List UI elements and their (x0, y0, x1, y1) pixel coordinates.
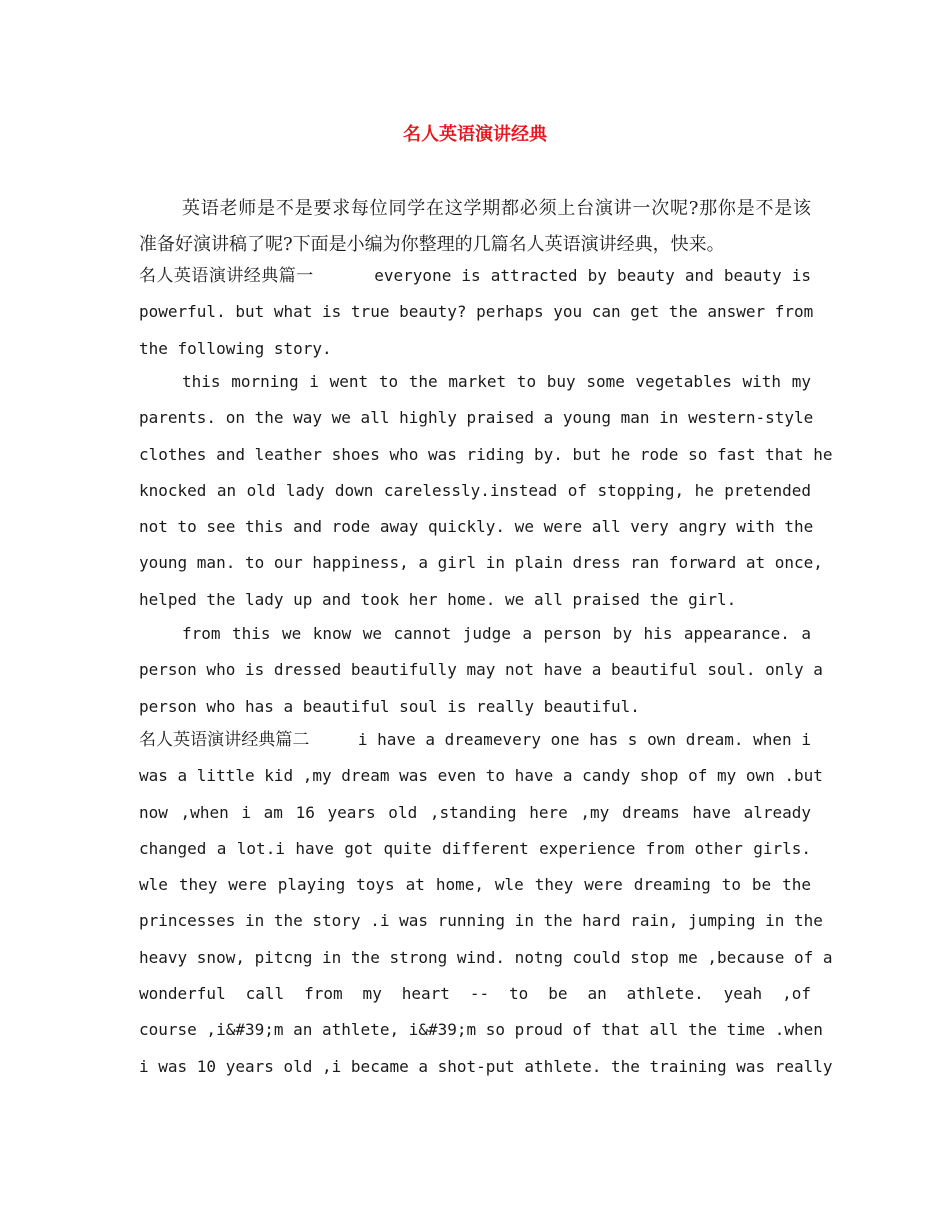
paragraph-line: from this we know we cannot judge a person by his appearance. a (182, 624, 811, 643)
paragraph-line: the following story. (139, 338, 332, 358)
paragraph-line: wle they were playing toys at home, wle they were dreaming to be the (139, 875, 811, 895)
intro-line: 英语老师是不是要求每位同学在这学期都必须上台演讲一次呢?那你是不是该 (182, 198, 811, 219)
paragraph-line: parents. on the way we all highly praised a young man in western-style (139, 408, 814, 428)
paragraph-line: heavy snow, pitcng in the strong wind. notng could stop me ,because of a (139, 947, 833, 967)
section-one (139, 258, 814, 367)
paragraph-line: wonderful call from my heart -- to be an athlete. yeah ,of (139, 984, 811, 1004)
paragraph-line: princesses in the story .i was running in the hard rain, jumping in the (139, 911, 823, 931)
intro-paragraph (139, 191, 811, 263)
paragraph-line: young man. to our happiness, a girl in plain dress ran forward at once, (139, 553, 823, 573)
paragraph-line: clothes and leather shoes who was riding by. but he rode so fast that he (139, 444, 833, 464)
paragraph-line: helped the lady up and took her home. we all praised the girl. (139, 589, 737, 609)
paragraph-line: course ,i&#39;m an athlete, i&#39;m so proud of that all the time .when (139, 1020, 823, 1040)
paragraph-line: now ,when i am 16 years old ,standing here ,my dreams have already (139, 802, 811, 822)
paragraph-line: person who has a beautiful soul is really beautiful. (139, 696, 640, 716)
section-two-text: i have a dreamevery one has s own dream. when i (357, 730, 812, 749)
page-title: 名人英语演讲经典 (403, 124, 547, 145)
paragraph-line: this morning i went to the market to buy some vegetables with my (182, 372, 811, 391)
paragraph-line: not to see this and rode away quickly. we were all very angry with the (139, 517, 814, 537)
conclusion-paragraph (139, 616, 823, 725)
section-one-first-line (139, 258, 811, 294)
section-two (139, 722, 833, 1085)
story-paragraph (139, 364, 833, 618)
paragraph-line: person who is dressed beautifully may not have a beautiful soul. only a (139, 660, 823, 680)
paragraph-line: powerful. but what is true beauty? perhaps you can get the answer from (139, 302, 814, 322)
intro-line: 准备好演讲稿了呢?下面是小编为你整理的几篇名人英语演讲经典，快来。 (139, 234, 725, 255)
section-one-heading: 名人英语演讲经典篇一 (139, 266, 314, 286)
section-two-heading: 名人英语演讲经典篇二 (139, 730, 310, 750)
section-two-first-line (139, 722, 811, 758)
paragraph-line: was a little kid ,my dream was even to have a candy shop of my own .but (139, 766, 823, 786)
paragraph-line: changed a lot.i have got quite different experience from other girls. (139, 838, 811, 858)
paragraph-line: knocked an old lady down carelessly.instead of stopping, he pretended (139, 480, 811, 500)
paragraph-line: i was 10 years old ,i became a shot-put athlete. the training was really (139, 1056, 833, 1076)
section-one-text: everyone is attracted by beauty and beauty is (374, 266, 812, 285)
